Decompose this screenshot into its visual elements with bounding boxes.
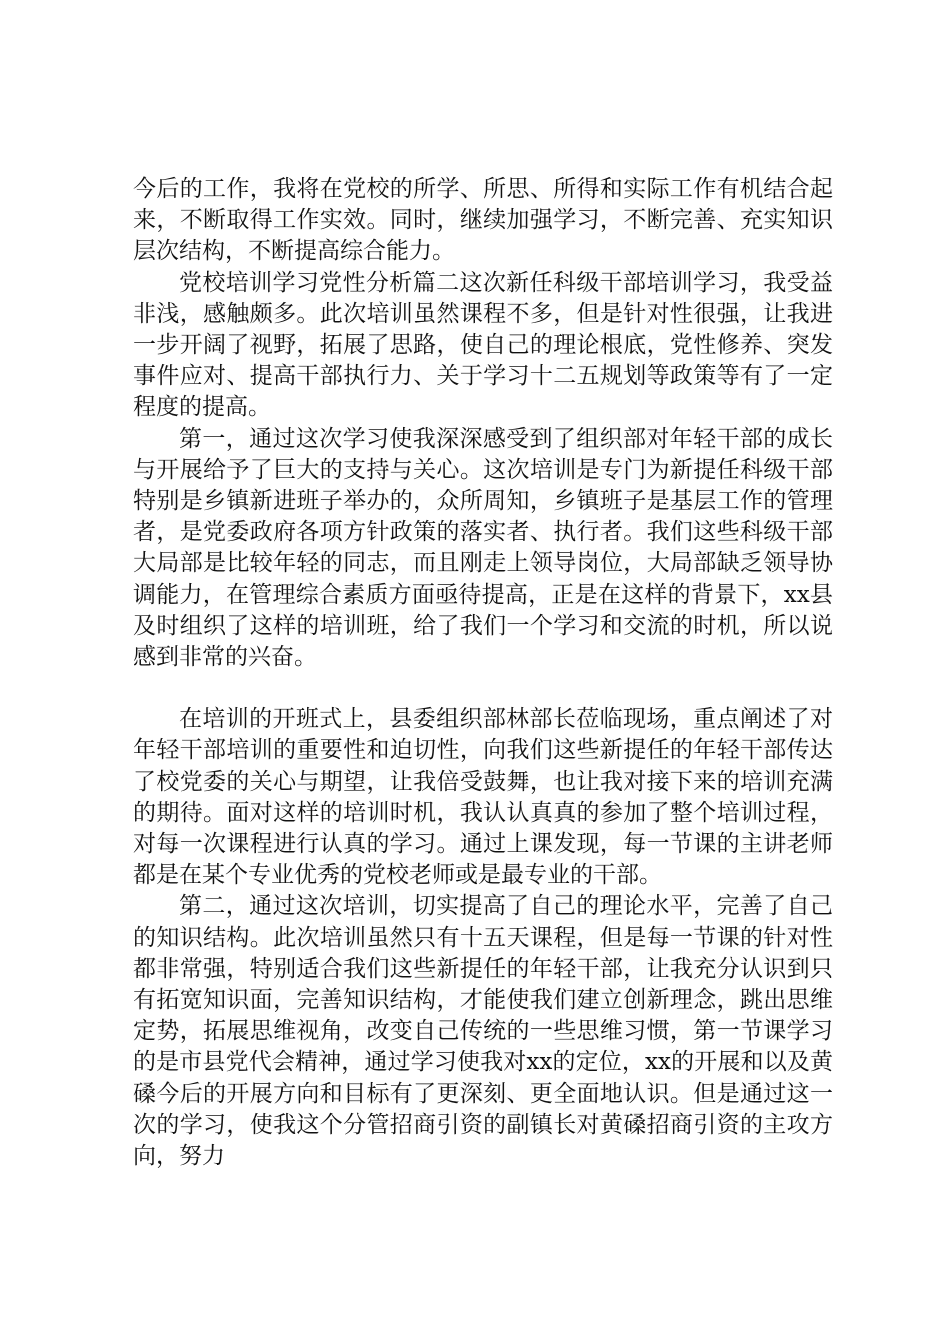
paragraph-point-one: 第一，通过这次学习使我深深感受到了组织部对年轻干部的成长与开展给予了巨大的支持与关心。这次培训是专门为新提任科级干部特别是乡镇新进班子举办的，众所周知，乡镇班子是基层工作的管理者，是党委政府各项方针政策的落实者、执行者。我们这些科级干部大局部是比较年轻的同志，而且刚走上领导岗位，大局部缺乏领导协调能力，在管理综合素质方面亟待提高，正是在这样的背景下，xx县及时组织了这样的培训班，给了我们一个学习和交流的时机，所以说感到非常的兴奋。 (133, 425, 833, 671)
paragraph-section-two-intro: 党校培训学习党性分析篇二这次新任科级干部培训学习，我受益非浅，感触颇多。此次培训虽然课程不多，但是针对性很强，让我进一步开阔了视野，拓展了思路，使自己的理论根底，党性修养、突发事件应对、提高干部执行力、关于学习十二五规划等政策等有了一定程度的提高。 (133, 269, 833, 421)
paragraph-opening-ceremony: 在培训的开班式上，县委组织部林部长莅临现场，重点阐述了对年轻干部培训的重要性和迫切性，向我们这些新提任的年轻干部传达了校党委的关心与期望，让我倍受鼓舞，也让我对接下来的培训充满的期待。面对这样的培训时机，我认认真真的参加了整个培训过程，对每一次课程进行认真的学习。通过上课发现，每一节课的主讲老师都是在某个专业优秀的党校老师或是最专业的干部。 (133, 706, 833, 889)
document-body (133, 174, 833, 1172)
paragraph-point-two: 第二，通过这次培训，切实提高了自己的理论水平，完善了自己的知识结构。此次培训虽然只有十五天课程，但是每一节课的针对性都非常强，特别适合我们这些新提任的年轻干部，让我充分认识到只有拓宽知识面，完善知识结构，才能使我们建立创新理念，跳出思维定势，拓展思维视角，改变自己传统的一些思维习惯，第一节课学习的是市县党代会精神，通过学习使我对xx的定位，xx的开展和以及黄磉今后的开展方向和目标有了更深刻、更全面地认识。但是通过这一次的学习，使我这个分管招商引资的副镇长对黄磉招商引资的主攻方向，努力 (133, 893, 833, 1170)
paragraph-continuation: 今后的工作，我将在党校的所学、所思、所得和实际工作有机结合起来，不断取得工作实效。同时，继续加强学习，不断完善、充实知识层次结构，不断提高综合能力。 (133, 176, 833, 265)
